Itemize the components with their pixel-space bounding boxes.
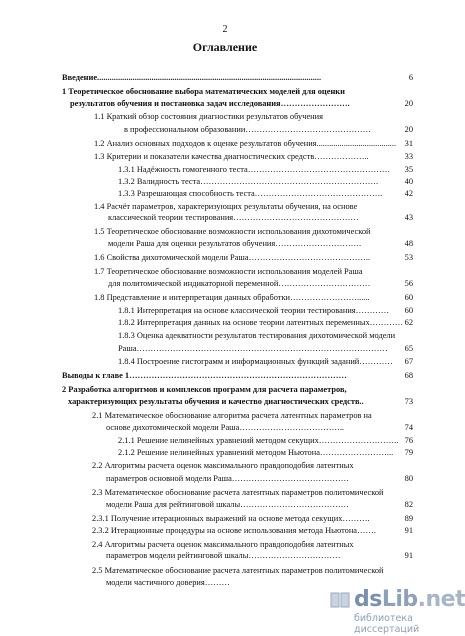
toc-entry-text: 2 Разработка алгоритмов и комплексов программ для расчета параметров, bbox=[62, 385, 347, 394]
toc-entry[interactable] bbox=[92, 566, 384, 576]
toc-entry[interactable] bbox=[118, 331, 396, 341]
toc-entry-text: классической теории тестирования……………………………………… bbox=[108, 213, 359, 222]
toc-entry-text: 1.6 Свойства дихотомической модели Раша…………………………………….. bbox=[94, 253, 371, 262]
toc-entry-text: параметров модели рейтинговой шкалы…………………………… bbox=[106, 551, 341, 560]
toc-entry-text: 2.1.2 Решение нелинейных уравнений методом Ньютона……………………... bbox=[118, 448, 394, 457]
toc-page-number: 68 bbox=[404, 371, 413, 380]
toc-page-number: 20 bbox=[404, 125, 413, 134]
toc-entry[interactable] bbox=[118, 177, 378, 187]
toc-entry[interactable] bbox=[94, 202, 357, 212]
toc-entry[interactable] bbox=[94, 227, 371, 237]
toc-entry[interactable] bbox=[92, 526, 376, 536]
toc-entry[interactable] bbox=[124, 125, 371, 135]
toc-page-number: 31 bbox=[404, 139, 413, 148]
toc-entry[interactable] bbox=[62, 87, 345, 97]
toc-entry-text: 2.3.2 Итерационные процедуры на основе использования метода Ньютона……. bbox=[92, 526, 376, 535]
toc-entry[interactable] bbox=[108, 279, 370, 289]
toc-entry[interactable] bbox=[108, 239, 361, 249]
toc-entry[interactable] bbox=[94, 112, 323, 122]
toc-page-number: 91 bbox=[404, 526, 413, 535]
toc-entry[interactable] bbox=[108, 213, 359, 223]
toc-entry-text: характеризующих результаты обучения и качество диагностических средств.. bbox=[68, 397, 364, 406]
toc-page-number: 20 bbox=[404, 99, 413, 108]
toc-entry-text: 1 Теоретическое обоснование выбора математических моделей для оценки bbox=[62, 87, 345, 96]
toc-entry[interactable] bbox=[106, 578, 230, 588]
toc-page-number: 40 bbox=[404, 177, 413, 186]
toc-entry[interactable] bbox=[92, 514, 370, 524]
watermark-logo: dsLib.net bbox=[354, 587, 465, 612]
toc-entry[interactable] bbox=[118, 318, 404, 328]
toc-entry-text: модели Раша для оценки результатов обучения…………………………. bbox=[108, 239, 362, 248]
toc-page-number: 60 bbox=[404, 306, 413, 315]
toc-entry[interactable] bbox=[62, 73, 321, 83]
toc-entry[interactable] bbox=[94, 253, 370, 263]
toc-page-number: 62 bbox=[404, 318, 413, 327]
toc-page-number: 80 bbox=[404, 474, 413, 483]
toc-entry-text: модели Раша для рейтинговой шкалы………………………………… bbox=[106, 500, 349, 509]
toc-entry[interactable] bbox=[106, 423, 344, 433]
toc-page-number: 48 bbox=[404, 239, 413, 248]
toc-entry-text: 1.2 Анализ основных подходов к оценке результатов обучения...................................... bbox=[94, 139, 397, 148]
toc-page-number: 6 bbox=[408, 73, 413, 82]
toc-entry-text: Введение........................................................................................................... bbox=[62, 73, 322, 82]
toc-entry[interactable] bbox=[94, 267, 363, 277]
toc-entry-text: 1.3.2 Валидность теста………………………………………………………. bbox=[118, 177, 379, 186]
toc-entry[interactable] bbox=[92, 488, 384, 498]
toc-page-number: 74 bbox=[404, 423, 413, 432]
toc-entry[interactable] bbox=[92, 411, 372, 421]
toc-entry-text: Раша……………………………………………………………………………… bbox=[118, 344, 388, 353]
toc-entry-text: параметров основной модели Раша…………………………………… bbox=[106, 474, 350, 483]
toc-page-number: 89 bbox=[404, 514, 413, 523]
toc-entry-text: 1.3.3 Разрешающая способность теста………………………………………. bbox=[118, 189, 383, 198]
toc-entry[interactable] bbox=[94, 152, 369, 162]
toc-entry[interactable] bbox=[92, 540, 354, 550]
toc-page-number: 33 bbox=[404, 152, 413, 161]
watermark-subtitle: библиотека диссертаций bbox=[354, 613, 420, 635]
toc-entry-text: Выводы к главе 1…………………………………………………………………… bbox=[62, 371, 347, 380]
toc-entry[interactable] bbox=[118, 165, 391, 175]
toc-entry[interactable] bbox=[118, 306, 390, 316]
toc-entry-text: основе дихотомической модели Раша……………………………….. bbox=[106, 423, 345, 432]
toc-entry[interactable] bbox=[118, 344, 388, 354]
toc-entry-text: 2.3.1 Получение итерационных выражений на основе метода секущих………. bbox=[92, 514, 370, 523]
toc-entry-text: 1.8.2 Интерпретация данных на основе теории латентных переменных………… bbox=[118, 318, 404, 327]
toc-entry[interactable] bbox=[94, 139, 397, 149]
toc-entry-text: модели частичного доверия……… bbox=[106, 578, 230, 587]
toc-entry-text: 1.1 Краткий обзор состояния диагностики результатов обучения bbox=[94, 112, 323, 121]
toc-entry-text: 2.1 Математическое обоснование алгоритма расчета латентных параметров на bbox=[92, 411, 372, 420]
toc-entry[interactable] bbox=[62, 385, 347, 395]
toc-entry[interactable] bbox=[106, 474, 349, 484]
toc-page-number: 53 bbox=[404, 253, 413, 262]
toc-entry[interactable] bbox=[118, 189, 382, 199]
toc-entry[interactable] bbox=[92, 461, 354, 471]
toc-entry[interactable] bbox=[68, 397, 364, 407]
toc-entry[interactable] bbox=[106, 500, 349, 510]
watermark bbox=[300, 587, 465, 636]
toc-entry[interactable] bbox=[62, 371, 347, 381]
toc-entry-text: 1.8.3 Оценка адекватности результатов тестирования дихотомической модели bbox=[118, 331, 396, 340]
toc-page-number: 91 bbox=[404, 551, 413, 560]
toc-entry[interactable] bbox=[70, 99, 350, 109]
toc-page-number: 82 bbox=[404, 500, 413, 509]
toc-page-number: 73 bbox=[404, 397, 413, 406]
toc-entry-text: 1.8 Представление и интерпретация данных обработки……………………...... bbox=[94, 293, 370, 302]
toc-entry-text: результатов обучения и постановка задач исследования……………………. bbox=[70, 99, 350, 108]
toc-page-number: 43 bbox=[404, 213, 413, 222]
page-title: Оглавление bbox=[192, 40, 258, 54]
book-icon bbox=[329, 589, 351, 611]
toc-page-number: 42 bbox=[404, 189, 413, 198]
toc-entry[interactable] bbox=[118, 448, 394, 458]
toc-entry-text: для политомической индикаторной переменной…………………………… bbox=[108, 279, 371, 288]
toc-entry-text: в профессиональном образовании……………………………………… bbox=[124, 125, 371, 134]
toc-entry-text: 1.3 Критерии и показатели качества диагностических средств……………….. bbox=[94, 152, 369, 161]
toc-entry-text: 1.4 Расчёт параметров, характеризующих результаты обучения, на основе bbox=[94, 202, 358, 211]
toc-entry[interactable] bbox=[94, 293, 370, 303]
toc-page-number: 76 bbox=[404, 436, 413, 445]
toc-entry-text: 1.7 Теоретическое обоснование возможности использования моделей Раша bbox=[94, 267, 363, 276]
toc-entry-text: 2.1.1 Решение нелинейных уравнений методом секущих……………………….. bbox=[118, 436, 399, 445]
page-number: 2 bbox=[222, 24, 228, 35]
toc-page-number: 35 bbox=[404, 165, 413, 174]
toc-entry-text: 2.3 Математическое обоснование расчета латентных параметров политомической bbox=[92, 488, 384, 497]
toc-entry-text: 1.5 Теоретическое обоснование возможности использования дихотомической bbox=[94, 227, 371, 236]
toc-entry-text: 2.5 Математическое обоснование расчета латентных параметров политомической bbox=[92, 566, 384, 575]
toc-entry-text: 1.8.1 Интерпретация на основе классической теории тестирования………… bbox=[118, 306, 390, 315]
toc-entry-text: 1.8.4 Построение гистограмм и информационных функций заданий………… bbox=[118, 357, 393, 366]
toc-entry[interactable] bbox=[106, 551, 340, 561]
toc-page-number: 56 bbox=[404, 279, 413, 288]
toc-entry-text: 2.2 Алгоритмы расчета оценок максимального правдоподобия латентных bbox=[92, 461, 354, 470]
toc-entry-text: 2.4 Алгоритмы расчета оценок максимального правдоподобия латентных bbox=[92, 540, 354, 549]
toc-page-number: 67 bbox=[404, 357, 413, 366]
toc-entry[interactable] bbox=[118, 436, 399, 446]
toc-page-number: 60 bbox=[404, 293, 413, 302]
toc-entry-text: 1.3.1 Надёжность гомогенного теста…………………………………………… bbox=[118, 165, 391, 174]
toc-entry[interactable] bbox=[118, 357, 393, 367]
toc-page-number: 79 bbox=[404, 448, 413, 457]
toc-page-number: 65 bbox=[404, 344, 413, 353]
